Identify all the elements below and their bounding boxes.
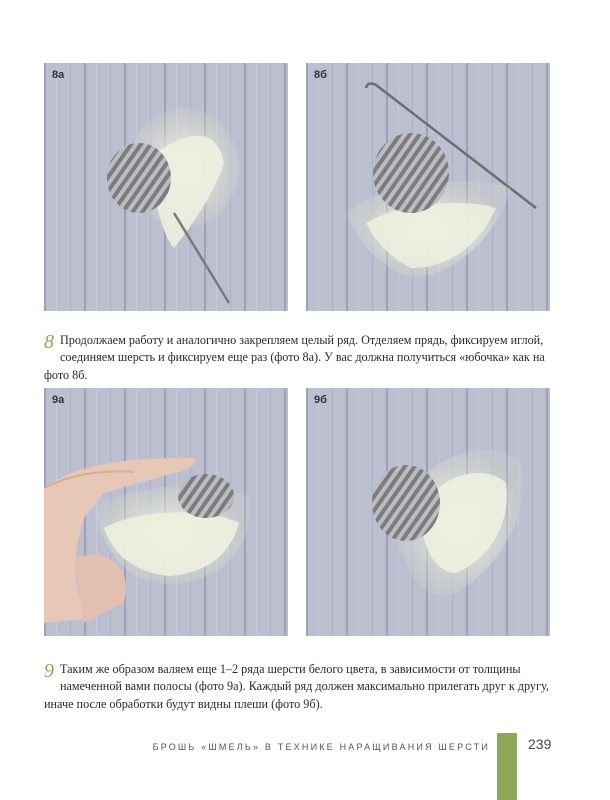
- photo-label: 8а: [52, 69, 65, 81]
- photo-label: 9б: [314, 394, 327, 406]
- accent-bar: [497, 733, 517, 800]
- step-number: 8: [44, 331, 54, 353]
- step-9-paragraph: [44, 661, 564, 713]
- page-number: 239: [528, 736, 552, 752]
- photo-label: 9а: [52, 394, 65, 406]
- step-number: 9: [44, 660, 54, 682]
- photo-label: 8б: [314, 69, 327, 81]
- step-8-paragraph: [44, 332, 564, 384]
- step-text: Продолжаем работу и аналогично закрепляем целый ряд. Отделяем прядь, фиксируем иглой, соединяем шерсть и фиксируем еще раз (фото 8а). У вас должна получиться «юбочка» как на фото 8б.: [44, 333, 545, 382]
- photo-8a: [44, 63, 288, 311]
- step-text: Таким же образом валяем еще 1–2 ряда шерсти белого цвета, в зависимости от толщины намеченной вами полосы (фото 9а). Каждый ряд должен максимально прилегать друг к другу, иначе после обработки будут видны плеши (фото 9б).: [44, 662, 549, 711]
- photo-8b: [306, 63, 550, 311]
- photo-9b: [306, 388, 550, 636]
- running-footer-title: БРОШЬ «ШМЕЛЬ» В ТЕХНИКЕ НАРАЩИВАНИЯ ШЕРСТИ: [152, 742, 490, 752]
- photo-9a: [44, 388, 288, 636]
